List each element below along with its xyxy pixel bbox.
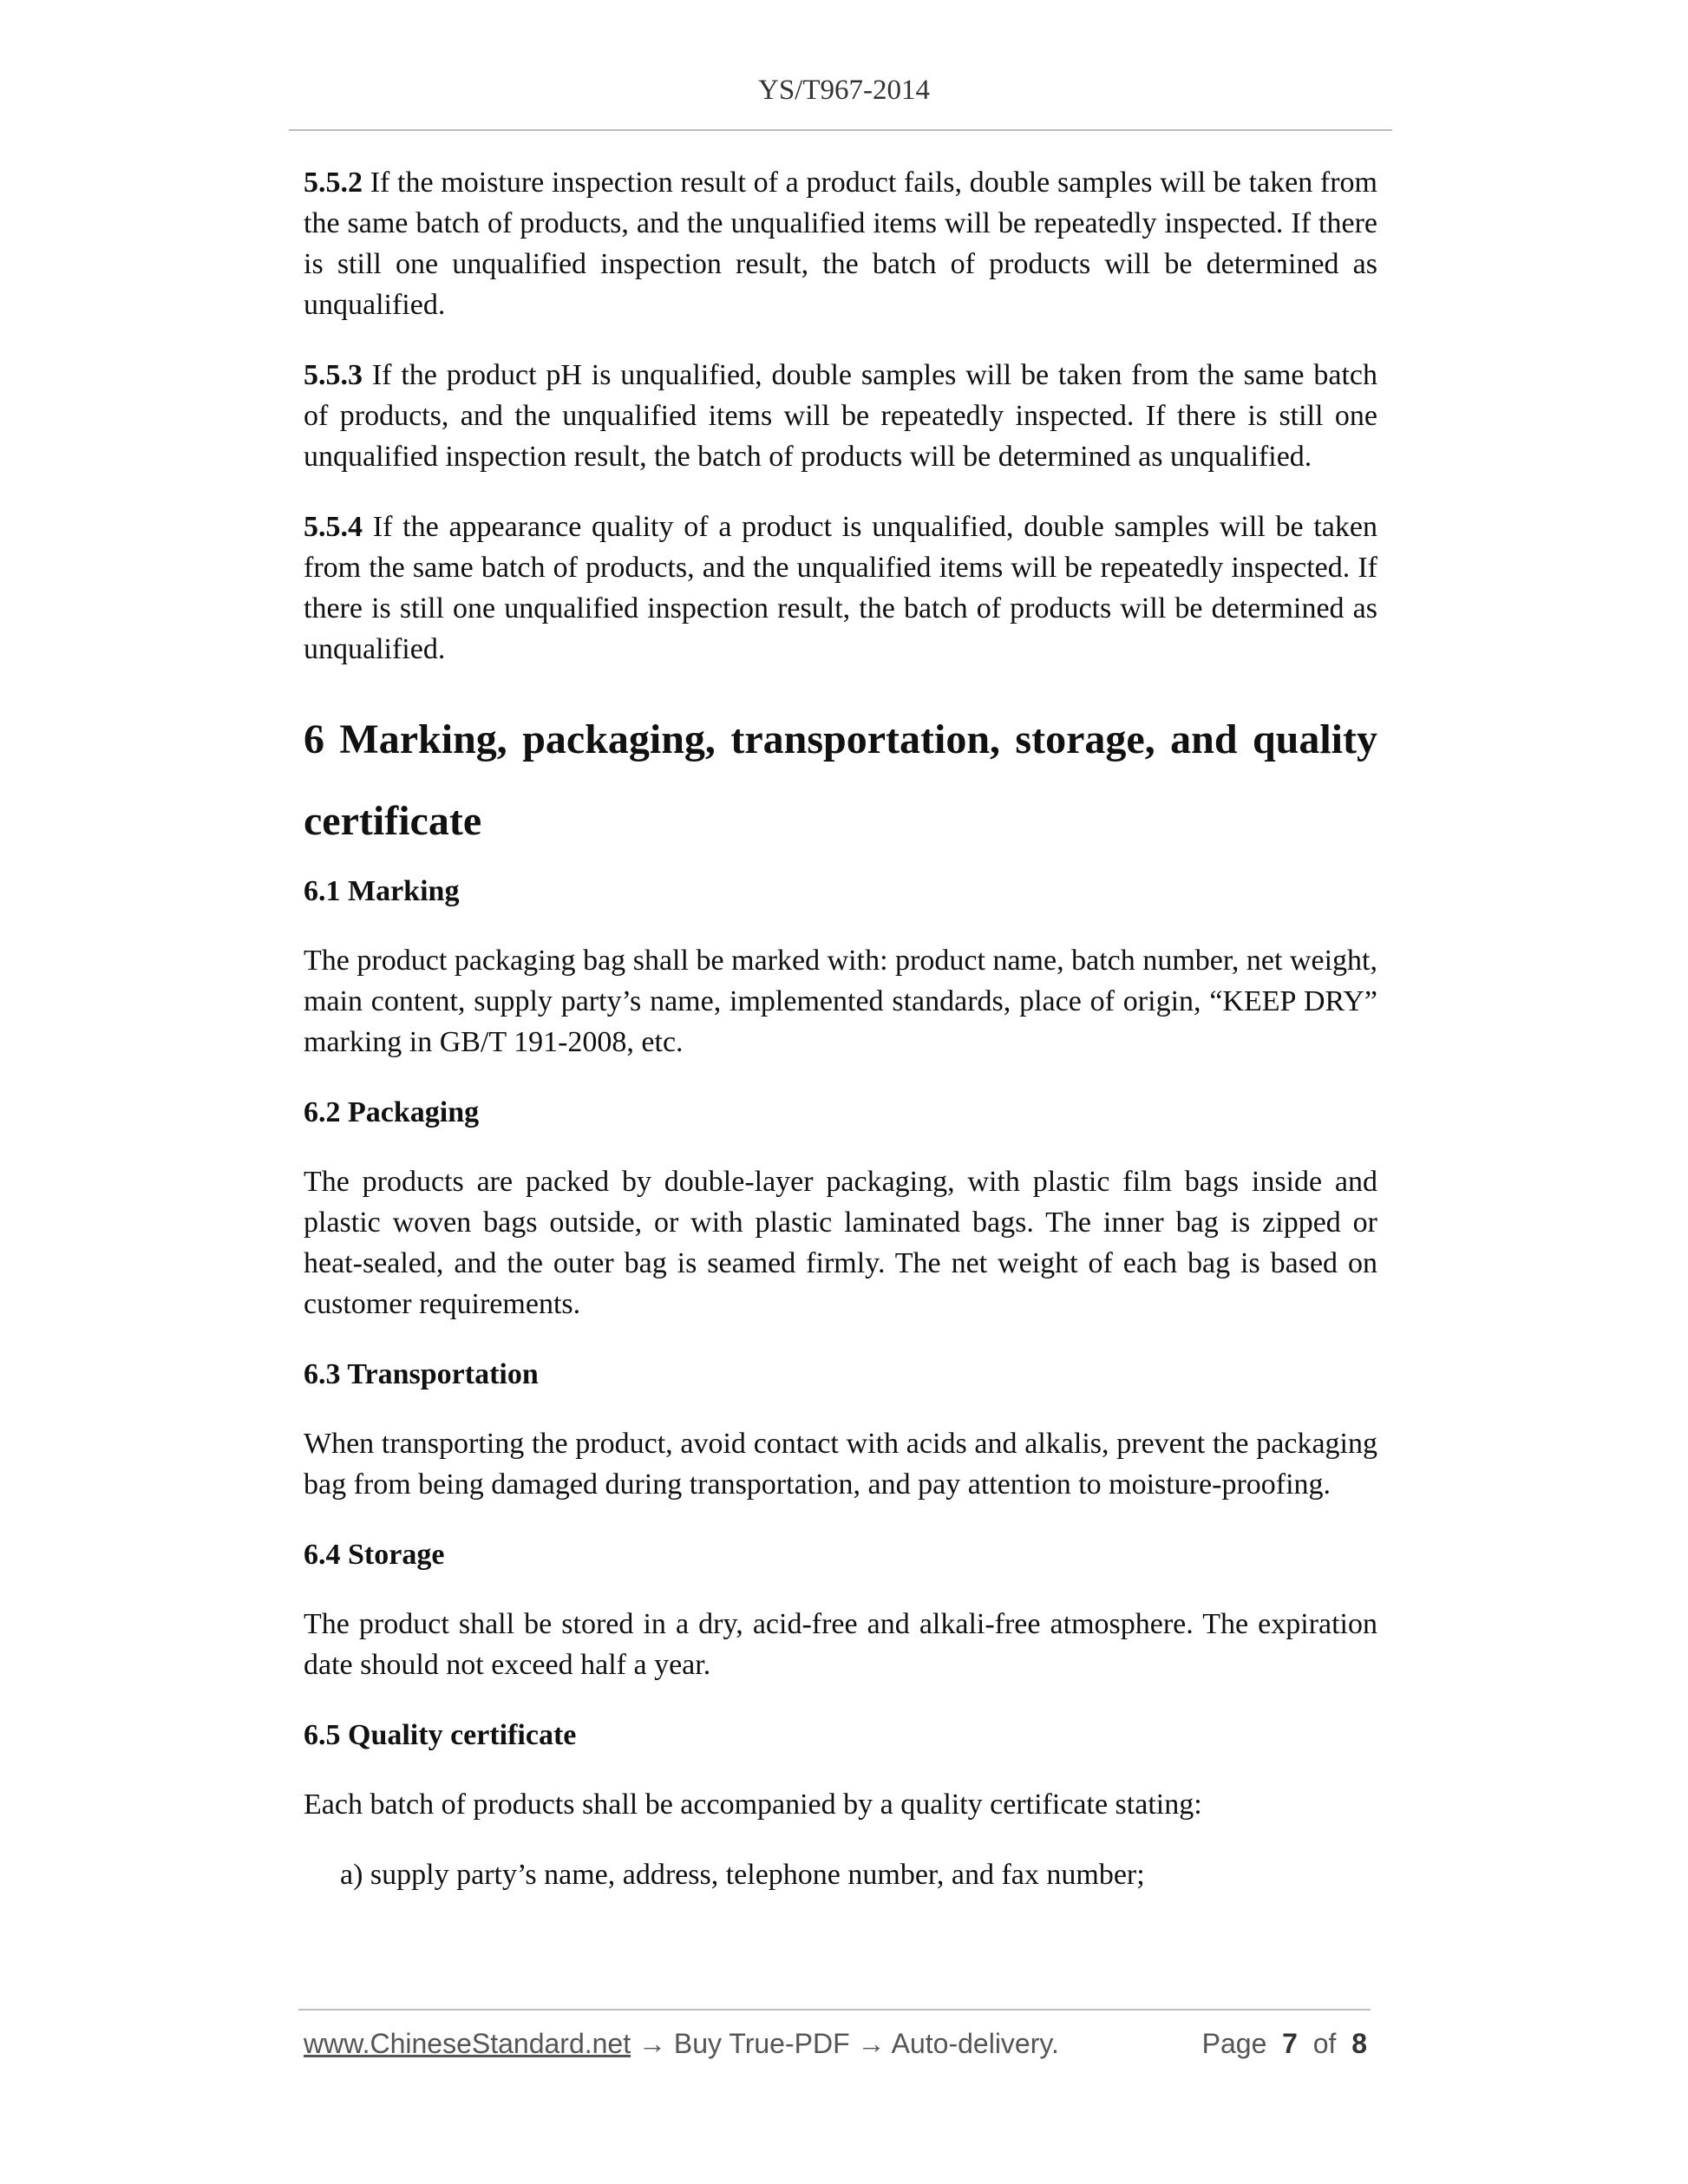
clause-5-5-2 <box>304 162 1377 325</box>
page-word: Page <box>1201 2028 1267 2059</box>
clause-5-5-3 <box>304 355 1377 477</box>
header-divider <box>289 129 1392 131</box>
clause-number: 5.5.2 <box>304 167 363 199</box>
page-total: 8 <box>1351 2028 1367 2059</box>
footer <box>304 2028 1371 2066</box>
clause-number: 5.5.3 <box>304 359 363 391</box>
page-indicator <box>1202 2028 1367 2060</box>
section-6-4-text: The product shall be stored in a dry, acid-free and alkali-free atmosphere. The expiration date should not exceed half a year. <box>304 1608 1377 1681</box>
section-6-1-text: The product packaging bag shall be marked with: product name, batch number, net weight, main content, supply party’s name, implemented standards, place of origin, “KEEP DRY” marking in GB/T 191-2008, etc. <box>304 945 1377 1058</box>
footer-divider <box>298 2009 1371 2011</box>
section-6-title: 6 Marking, packaging, transportation, storage, and quality certificate <box>304 716 1377 844</box>
section-6-1-heading: 6.1 Marking <box>304 875 460 907</box>
clause-text: If the appearance quality of a product is unqualified, double samples will be taken from the same batch of products, and the unqualified items will be repeatedly inspected. If there is still one unqualified inspection result, the batch of products will be determined as unqualified. <box>304 511 1377 665</box>
section-6-3-text: When transporting the product, avoid contact with acids and alkalis, prevent the packaging bag from being damaged during transportation, and pay attention to moisture-proofing. <box>304 1428 1377 1501</box>
clause-text: If the moisture inspection result of a product fails, double samples will be taken from the same batch of products, and the unqualified items will be repeatedly inspected. If there is still one unqualified inspection result, the batch of products will be determined as unqualified. <box>304 167 1377 321</box>
header-doc-id: YS/T967-2014 <box>758 75 930 106</box>
footer-promo-text: → Buy True-PDF → Auto-delivery. <box>631 2028 1059 2059</box>
section-6-5-heading: 6.5 Quality certificate <box>304 1719 577 1751</box>
section-6-4-heading: 6.4 Storage <box>304 1539 445 1571</box>
section-6-3-heading: 6.3 Transportation <box>304 1358 539 1390</box>
of-word: of <box>1312 2028 1337 2059</box>
page-current: 7 <box>1282 2028 1298 2059</box>
section-6-2-text: The products are packed by double-layer packaging, with plastic film bags inside and plastic woven bags outside, or with plastic laminated bags. The inner bag is zipped or heat-sealed, and the outer bag is seamed firmly. The net weight of each bag is based on customer requirements. <box>304 1166 1377 1320</box>
clause-5-5-4 <box>304 507 1377 670</box>
page-content <box>304 162 1377 1895</box>
clause-text: If the product pH is unqualified, double samples will be taken from the same batch of products, and the unqualified items will be repeatedly inspected. If there is still one unqualified inspection result, the batch of products will be determined as unqualified. <box>304 359 1377 473</box>
clause-number: 5.5.4 <box>304 511 363 543</box>
website-link[interactable]: www.ChineseStandard.net <box>304 2028 631 2059</box>
footer-promo <box>304 2028 1059 2060</box>
list-item: a) supply party’s name, address, telephone number, and fax number; <box>340 1859 1145 1891</box>
section-6-5-text: Each batch of products shall be accompanied by a quality certificate stating: <box>304 1788 1202 1821</box>
section-6-2-heading: 6.2 Packaging <box>304 1096 480 1128</box>
